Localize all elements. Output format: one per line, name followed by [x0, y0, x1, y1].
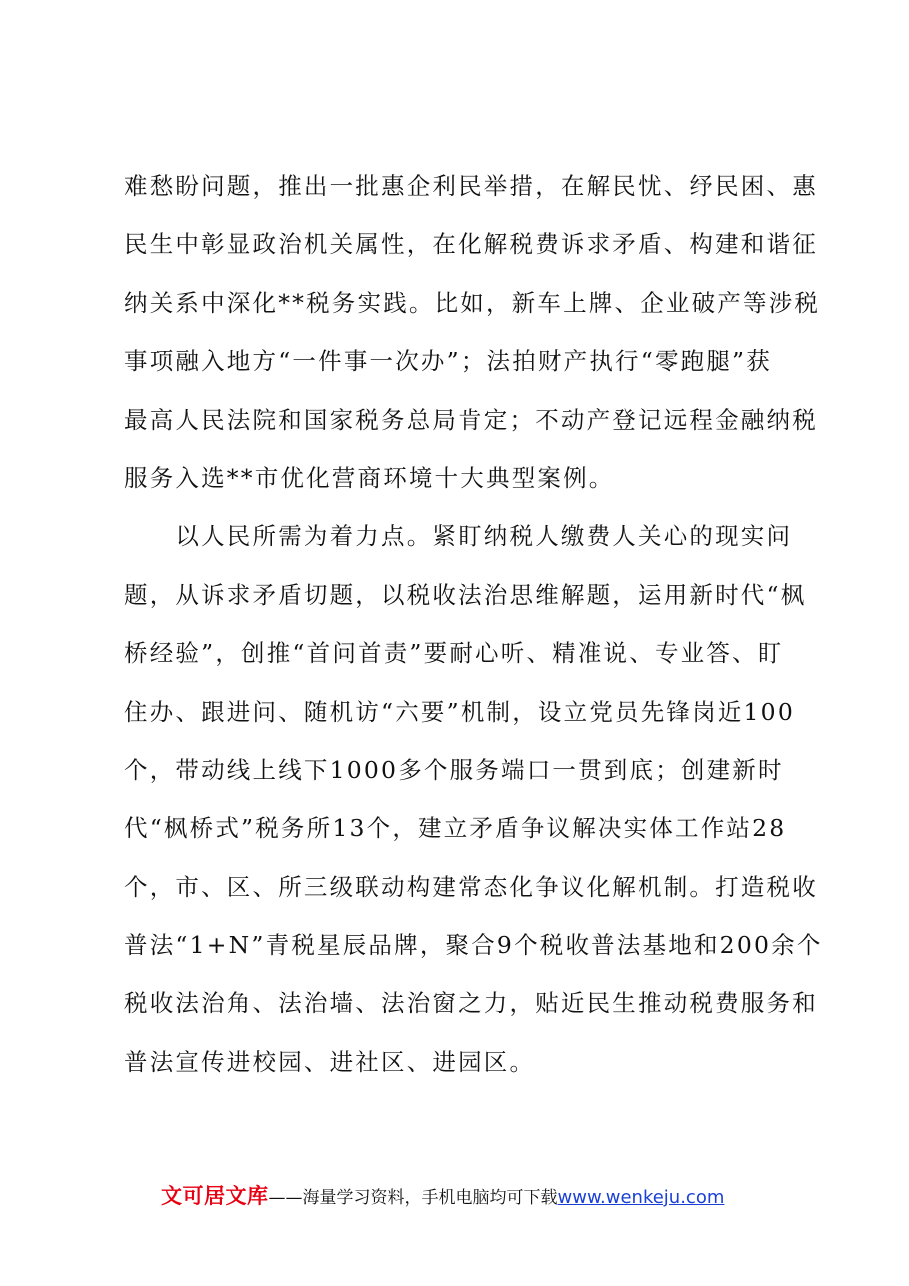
text-line: 最高人民法院和国家税务总局肯定；不动产登记远程金融纳税 [124, 405, 818, 434]
website-link[interactable]: www.wenkeju.com [557, 1187, 725, 1208]
text-line: 普法宣传进校园、进社区、进园区。 [124, 1047, 536, 1076]
text-line: 民生中彰显政治机关属性，在化解税费诉求矛盾、构建和谐征 [124, 230, 818, 259]
text-line: 难愁盼问题，推出一批惠企利民举措，在解民忧、纾民困、惠 [124, 172, 818, 200]
footer-banner [161, 1180, 724, 1212]
text-line: 桥经验”，创推“首问首责”要耐心听、精准说、专业答、盯 [124, 639, 784, 668]
footer-slogan: ——海量学习资料，手机电脑均可下载 [268, 1188, 558, 1208]
text-line: 住办、跟进问、随机访“六要”机制，设立党员先锋岗近100 [124, 697, 795, 726]
text-line: 纳关系中深化**税务实践。比如，新车上牌、企业破产等涉税 [124, 288, 821, 317]
text-line: 个，带动线上线下1000多个服务端口一贯到底；创建新时 [124, 755, 784, 784]
text-line: 个，市、区、所三级联动构建常态化争议化解机制。打造税收 [124, 872, 818, 901]
text-line: 事项融入地方“一件事一次办”；法拍财产执行“零跑腿”获 [124, 347, 772, 376]
text-line: 以人民所需为着力点。紧盯纳税人缴费人关心的现实问 [124, 522, 793, 551]
brand-name: 文可居文库 [161, 1184, 269, 1208]
text-line: 服务入选**市优化营商环境十大典型案例。 [124, 463, 615, 492]
body-text [124, 163, 823, 1097]
text-line: 题，从诉求矛盾切题，以税收法治思维解题，运用新时代“枫 [124, 580, 807, 609]
text-line: 代“枫桥式”税务所13个，建立矛盾争议解决实体工作站28 [124, 814, 787, 843]
text-line: 税收法治角、法治墙、法治窗之力，贴近民生推动税费服务和 [124, 989, 818, 1018]
text-line: 普法“1+N”青税星辰品牌，聚合9个税收普法基地和200余个 [124, 931, 823, 960]
